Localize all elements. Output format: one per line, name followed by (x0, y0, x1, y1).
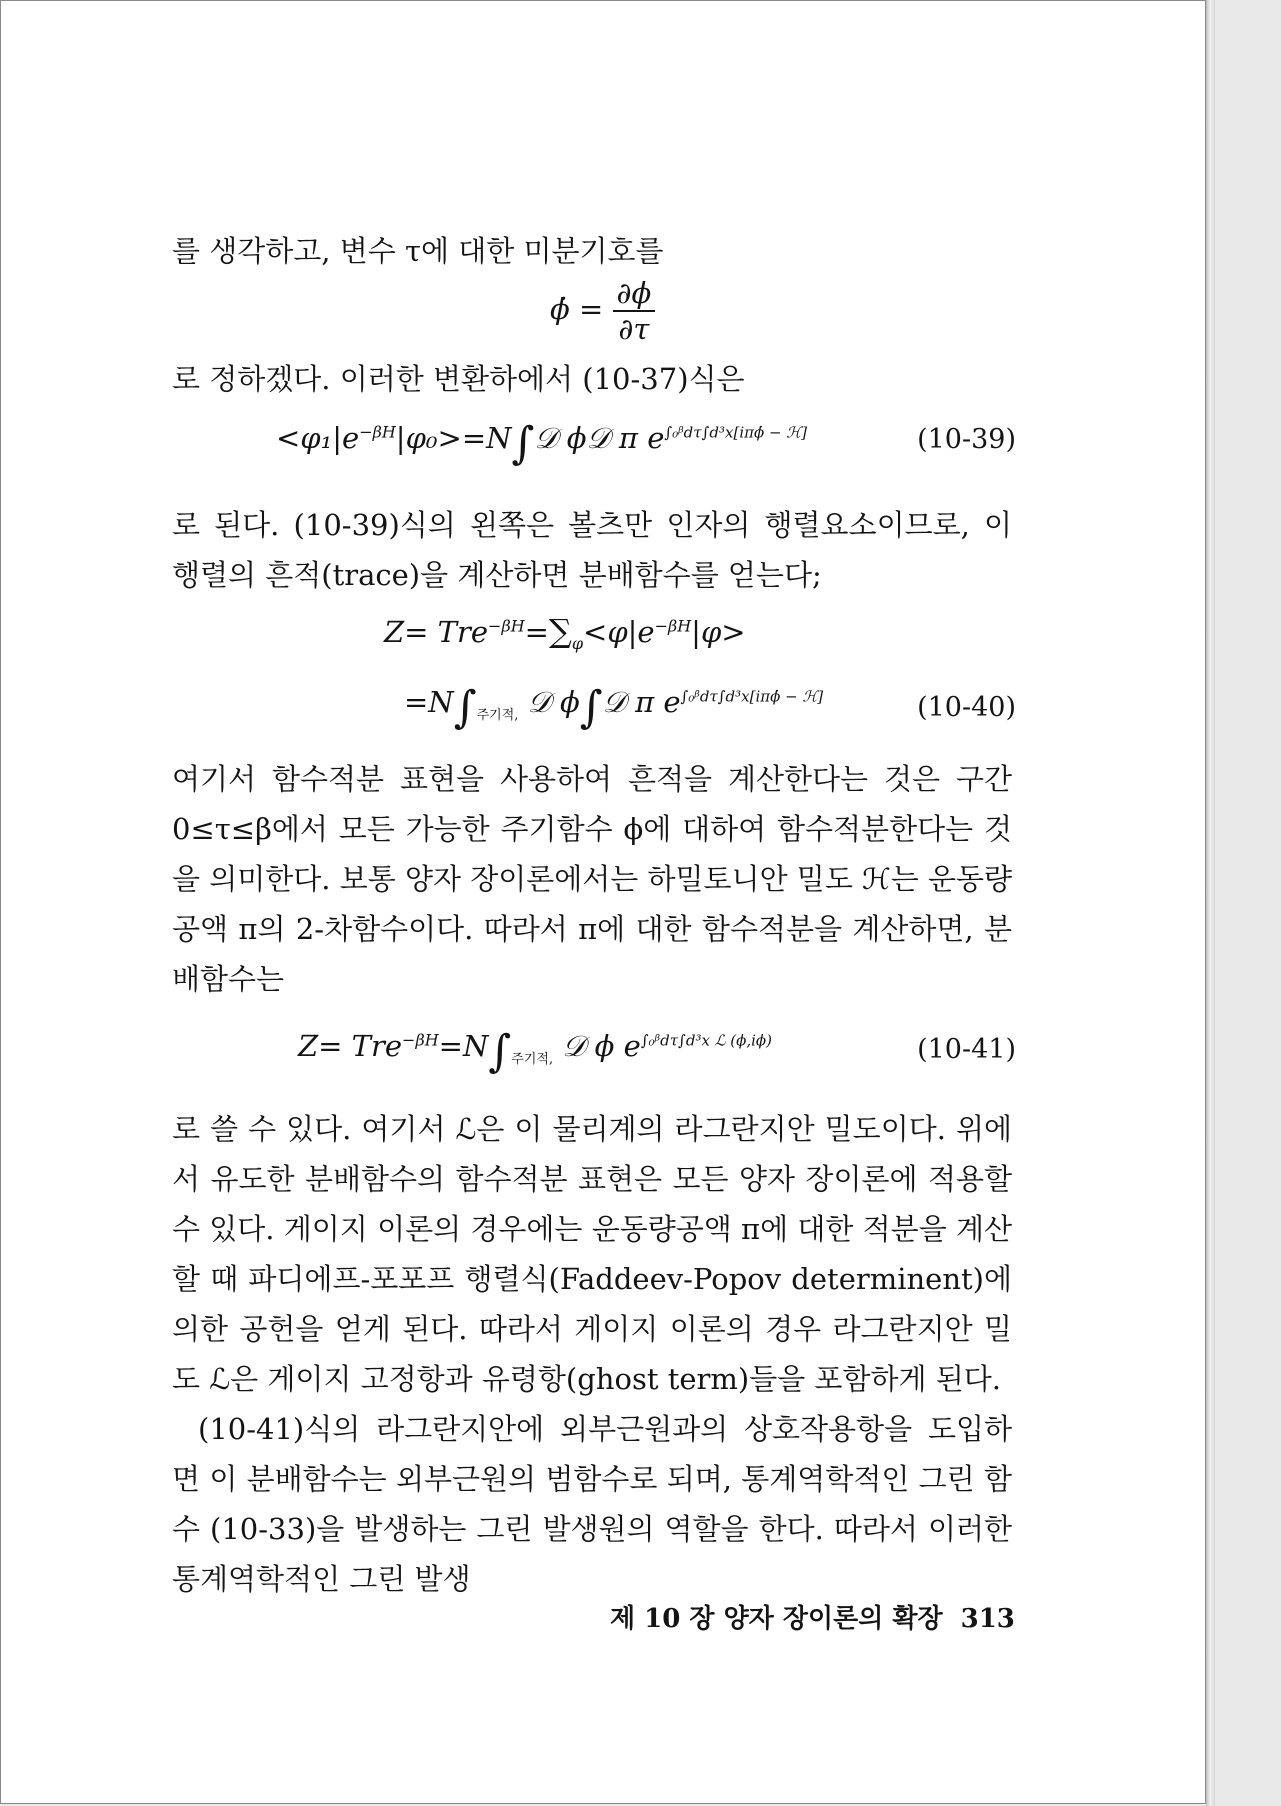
running-footer (610, 1598, 1015, 1635)
phidot-lhs: ϕ̇ = (550, 292, 604, 326)
paragraph-3: 로 된다. (10-39)식의 왼쪽은 볼츠만 인자의 행렬요소이므로, 이 행렬의 흔적(trace)을 계산하면 분배함수를 얻는다; (172, 508, 1012, 592)
eq41-integral-sub: 주기적, (511, 1051, 554, 1067)
eq40-exp-base: e (663, 685, 681, 719)
eq40-rhs-a: <φ|e (583, 615, 655, 649)
eq41-number: (10-41) (917, 1034, 1016, 1065)
eq41-lhs-power: −βH (402, 1030, 439, 1050)
paragraph-1: 를 생각하고, 변수 τ에 대한 미분기호를 (172, 234, 664, 268)
paragraph-2: 로 정하겠다. 이러한 변환하에서 (10-37)식은 (172, 362, 745, 396)
eq40-rhs-power: −βH (654, 616, 692, 636)
eq39-N: N (486, 421, 512, 455)
eq39-ket: |φ₀> (395, 421, 462, 455)
equation-10-40 (172, 600, 1016, 750)
eq40-rhs-b: |φ> (691, 615, 746, 649)
equation-10-39 (172, 404, 1016, 490)
eq41-lhs: Z= Tre (298, 1029, 403, 1063)
eq39-number: (10-39) (917, 424, 1016, 455)
eq39-bra: <φ₁| (276, 421, 343, 455)
eq40-sum-sub: φ (571, 633, 584, 653)
eq40-number: (10-40) (917, 692, 1016, 723)
eq40-lhs: Z= Tre (384, 615, 489, 649)
eq40-measure-a: 𝒟 ϕ (527, 685, 580, 719)
eq40-sum: ∑ (548, 612, 572, 650)
eq39-exp-power: −βH (359, 422, 396, 442)
eq40-integral2: ∫ (579, 682, 603, 733)
equation-10-41 (172, 1004, 1016, 1104)
eq41-exp-base: e (623, 1029, 641, 1063)
paragraph-5: 로 쓸 수 있다. 여기서 ℒ은 이 물리계의 라그란지안 밀도이다. 위에서 유도한 분배함수의 함수적분 표현은 모든 양자 장이론에 적용할 수 있다. 게이지 이론의 경우에는 운동량공액 π에 대한 적분을 계산할 때 파디에프-포포프 행렬식(Faddeev-Popov determinent)에 의한 공헌을 얻게 된다. 따라서 게이지 이론의 경우 라그란지안 밀도 ℒ은 게이지 고정항과 유령항(ghost term)들을 포함하게 된다. (172, 1112, 1012, 1396)
eq39-exp2-base: e (647, 421, 665, 455)
phidot-numerator: ∂ϕ (613, 276, 656, 312)
page-number: 313 (960, 1604, 1015, 1634)
footer-chapter: 제 10 장 양자 장이론의 확장 (610, 1604, 943, 1634)
eq40-line2-eq: =N (404, 685, 454, 719)
paragraph-6: (10-41)식의 라그란지안에 외부근원과의 상호작용항을 도입하면 이 분배함수는 외부근원의 범함수로 되며, 통계역학적인 그린 함수 (10-33)을 발생하는 그린 발생원의 역할을 한다. 따라서 이러한 통계역학적인 그린 발생 (172, 1412, 1012, 1596)
eq41-exp-power: ∫₀ᵝdτ∫d³x ℒ (ϕ,iϕ) (640, 1031, 772, 1050)
eq40-equals: = (524, 615, 549, 649)
background-margin (1215, 0, 1281, 1806)
eq40-measure-b: 𝒟 π (602, 685, 655, 719)
page-edge (1206, 0, 1215, 1806)
eq39-exp-base: e (342, 421, 360, 455)
paragraph-4: 여기서 함수적분 표현을 사용하여 흔적을 계산한다는 것은 구간 0≤τ≤β에서 모든 가능한 주기함수 ϕ에 대하여 함수적분한다는 것을 의미한다. 보통 양자 장이론에서는 하밀토니안 밀도 ℋ는 운동량공액 π의 2-차함수이다. 따라서 π에 대한 함수적분을 계산하면, 분배함수는 (172, 762, 1012, 996)
eq41-eq: =N (438, 1029, 489, 1063)
eq41-integral: ∫ (488, 1026, 512, 1077)
eq40-integral-sub: 주기적, (476, 707, 519, 723)
eq40-lhs-power: −βH (488, 616, 525, 636)
eq39-measure: 𝒟 ϕ𝒟 π (534, 421, 638, 455)
equation-phidot (172, 276, 1012, 354)
eq39-exp2-power: ∫₀ᵝdτ∫d³x[iπϕ̇ − ℋ] (664, 423, 807, 442)
page-content (172, 226, 1016, 1604)
eq39-integral: ∫ (511, 418, 535, 469)
eq40-integral: ∫ (453, 682, 477, 733)
eq40-exp-power: ∫₀ᵝdτ∫d³x[iπϕ̇ − ℋ] (680, 687, 824, 706)
eq39-equals: = (461, 421, 487, 455)
phidot-fraction (613, 276, 656, 346)
phidot-denominator: ∂τ (618, 312, 650, 346)
eq41-measure: 𝒟 ϕ (562, 1029, 615, 1063)
